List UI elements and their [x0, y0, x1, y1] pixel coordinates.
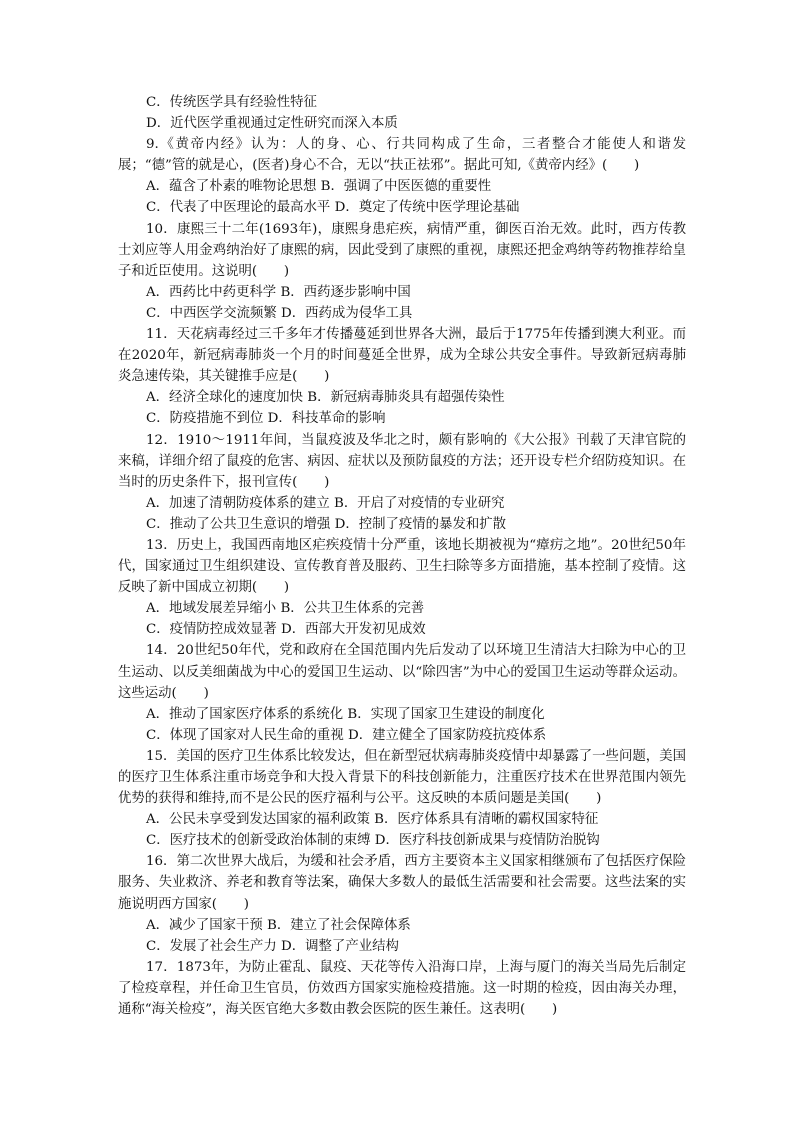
option-line: C．疫情防控成效显著 D．西部大开发初见成效: [146, 622, 426, 638]
question-12: [118, 430, 686, 535]
question-list: [118, 92, 686, 1020]
option-line: C．代表了中医理论的最高水平 D．奠定了传统中医学理论基础: [146, 200, 520, 216]
option-line: C．医疗技术的创新受政治体制的束缚 D．医疗科技创新成果与疫情防治脱钩: [146, 833, 600, 849]
question-stem: 9.《黄帝内经》认为：人的身、心、行共同构成了生命，三者整合才能使人和谐发展；“德”管的就是心，(医者)身心不合，无以“扶正祛邪”。据此可知,《黄帝内经》( ): [118, 137, 686, 174]
option-line: A．蕴含了朴素的唯物论思想 B．强调了中医医德的重要性: [146, 179, 492, 195]
question-stem: 13．历史上，我国西南地区疟疾疫情十分严重，该地长期被视为“瘴疠之地”。20世纪50年代，国家通过卫生组织建设、宣传教育普及服药、卫生扫除等多方面措施，基本控制了疫情。这反映了新中国成立初期( ): [118, 537, 686, 596]
question-stem: 10．康熙三十二年(1693年)，康熙身患疟疾，病情严重，御医百治无效。此时，西方传教士刘应等人用金鸡纳治好了康熙的病，因此受到了康熙的重视，康熙还把金鸡纳等药物推荐给皇子和近臣使用。这说明( ): [118, 221, 686, 279]
option-line: C．体现了国家对人民生命的重视 D．建立健全了国家防疫抗疫体系: [146, 727, 547, 743]
question-16: [118, 851, 686, 956]
question-14: [118, 640, 686, 745]
question-stem: 14．20世纪50年代，党和政府在全国范围内先后发动了以环境卫生清洁大扫除为中心的卫生运动、以反美细菌战为中心的爱国卫生运动、以“除四害”为中心的爱国卫生运动等群众运动。这些运动( ): [118, 643, 686, 701]
option-line: A．推动了国家医疗体系的系统化 B．实现了国家卫生建设的制度化: [146, 706, 545, 722]
question-15: [118, 746, 686, 851]
question-stem: 17．1873年，为防止霍乱、鼠疫、天花等传入沿海口岸，上海与厦门的海关当局先后制定了检疫章程，并任命卫生官员，仿效西方国家实施检疫措施。这一时期的检疫，因由海关办理，通称“海关检疫”，海关医官绝大多数由教会医院的医生兼任。这表明( ): [118, 959, 686, 1018]
question-17: [118, 957, 686, 1020]
question-11: [118, 324, 686, 429]
question-stem: 16．第二次世界大战后，为缓和社会矛盾，西方主要资本主义国家相继颁布了包括医疗保险服务、失业救济、养老和教育等法案，确保大多数人的最低生活需要和社会需要。这些法案的实施说明西方国家( ): [118, 854, 686, 912]
option-line: A．西药比中药更科学 B．西药逐步影响中国: [146, 284, 411, 300]
option-line: A．公民未享受到发达国家的福利政策 B．医疗体系具有清晰的霸权国家特征: [146, 812, 599, 828]
option-line: D．近代医学重视通过定性研究而深入本质: [146, 116, 398, 132]
option-line: A．地域发展差异缩小 B．公共卫生体系的完善: [146, 601, 425, 617]
option-line: A．减少了国家干预 B．建立了社会保障体系: [146, 917, 411, 933]
option-line: C．防疫措施不到位 D．科技革命的影响: [146, 411, 386, 427]
option-line: C．推动了公共卫生意识的增强 D．控制了疫情的暴发和扩散: [146, 516, 507, 532]
option-line: A．加速了清朝防疫体系的建立 B．开启了对疫情的专业研究: [146, 495, 505, 511]
question-stem: 15．美国的医疗卫生体系比较发达，但在新型冠状病毒肺炎疫情中却暴露了一些问题，美国的医疗卫生体系注重市场竞争和大投入背景下的科技创新能力，注重医疗技术在世界范围内领先优势的获得和维持,而不是公民的医疗福利与公平。这反映的本质问题是美国( ): [118, 748, 686, 807]
option-line: C．中西医学交流频繁 D．西药成为侵华工具: [146, 305, 413, 321]
question-9: [118, 134, 686, 218]
question-10: [118, 219, 686, 324]
option-line: C．传统医学具有经验性特征: [146, 95, 317, 110]
option-line: C．发展了社会生产力 D．调整了产业结构: [146, 938, 399, 954]
question-stem: 12．1910～1911年间，当鼠疫波及华北之时，颇有影响的《大公报》刊载了天津官院的来稿，详细介绍了鼠疫的危害、病因、症状以及预防鼠疫的方法；还开设专栏介绍防疫知识。在当时的历史条件下，报刊宣传( ): [118, 432, 686, 490]
question-stem: 11．天花病毒经过三千多年才传播蔓延到世界各大洲，最后于1775年传播到澳大利亚。而在2020年，新冠病毒肺炎一个月的时间蔓延全世界，成为全球公共安全事件。导致新冠病毒肺炎急速传染，其关键推手应是( ): [118, 327, 686, 385]
option-line: A．经济全球化的速度加快 B．新冠病毒肺炎具有超强传染性: [146, 390, 505, 406]
question-13: [118, 535, 686, 640]
